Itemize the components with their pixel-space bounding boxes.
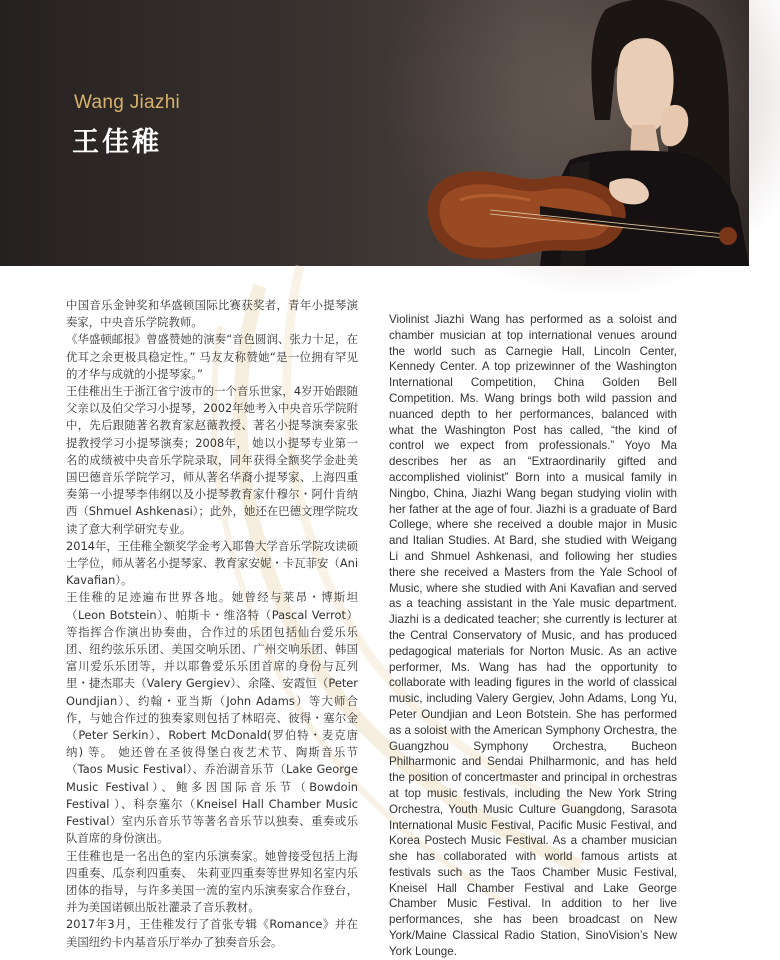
bio-english: Violinist Jiazhi Wang has performed as a soloist and chamber musician at top international venues around the world such as Carnegie Hall, Lincoln Center, Kennedy Center. A top prizewinner of the Washington International Competition, China Golden Bell Competition. Ms. Wang brings both wild passion and nuanced depth to her performances, balanced with what the Washington Post has called, “the kind of control we expect from professionals.” Yoyo Ma describes her as an “Extraordinarily gifted and accomplished violinist” Born into a musical family in Ningbo, China, Jiazhi Wang began studying violin with her father at the age of four. Jiazhi is a graduate of Bard College, where she received a double major in Music and Italian Studies. At Bard, she studied with Weigang Li and Shmuel Ashkenasi, and following her studies there she received a Masters from the Yale School of Music, where she studied with Ani Kavafian and served as a teaching assistant in the Yale music department. Jiazhi is a dedicated teacher; she currently is lecturer at the Central Conservatory of Music, and has produced pedagogical materials for Norton Music. As an active performer, Ms. Wang has had the opportunity to collaborate with leading figures in the world of classical music, including Valery Gergiev, John Adams, Long Yu, Peter Oundjian and Leon Botstein. She has performed as a soloist with the American Symphony Orchestra, the Guangzhou Symphony Orchestra, Bucheon Philharmonic and Sendai Philharmonic, and has held the position of concertmaster and principal in orchestras at top music festivals, including the New York String Orchestra, Youth Music Culture Guangdong, Sarasota International Music Festival, Pacific Music Festival, and Korea Postech Music Festival. As a chamber musician she has collaborated with world famous artists at festivals such as the Taos Chamber Music Festival, Kneisel Hall Chamber Festival and Lake George Chamber Music Festival. In addition to her live performances, she has been broadcast on New York/Maine Classical Radio Station, SinoVision’s New York Lounge. (389, 313, 677, 958)
bio-chinese (66, 297, 358, 951)
violinist-portrait (420, 0, 749, 266)
bio-cn-paragraph: 王佳稚的足迹遍布世界各地。她曾经与莱昂・博斯坦（Leon Botstein）、帕斯卡・维洛特（Pascal Verrot）等指挥合作演出协奏曲，合作过的乐团包括仙台爱乐乐团、纽约弦乐乐团、美国交响乐团、广州交响乐团、韩国富川爱乐乐团等，并以耶鲁爱乐乐团首席的身份与瓦列里・捷杰耶夫（Valery Gergiev）、余隆、安霞恒（Peter Oundjian）、约翰・亚当斯（John Adams）等大师合作，与她合作过的独奏家则包括了林昭亮、彼得・塞尔金（Peter Serkin）、Robert McDonald(罗伯特・麦克唐纳) 等。 她还曾在圣彼得堡白夜艺术节、陶斯音乐节（Taos Music Festival）、乔治湖音乐节（Lake George Music Festival）、鲍多因国际音乐节（Bowdoin Festival ）、科奈塞尔（Kneisel Hall Chamber Music Festival）室内乐音乐节等著名音乐节以独奏、重奏或乐队首席的身份演出。 (66, 590, 358, 846)
name-chinese: 王佳稚 (72, 127, 162, 158)
bio-cn-paragraph: 中国音乐金钟奖和华盛顿国际比赛获奖者，青年小提琴演奏家，中央音乐学院教师。 (66, 298, 358, 330)
header-banner (0, 0, 749, 266)
bio-cn-paragraph: 《华盛顿邮报》曾盛赞她的演奏“音色圆润、张力十足，在优耳之余更极具稳定性。” 马友友称赞她“是一位拥有罕见的才华与成就的小提琴家。” (66, 332, 358, 381)
bio-cn-paragraph: 2014年，王佳稚全额奖学金考入耶鲁大学音乐学院攻读硕士学位，师从著名小提琴家、教育家安妮・卡瓦菲安（Ani Kavafian）。 (66, 538, 358, 588)
name-english: Wang Jiazhi (74, 92, 181, 113)
bio-cn-paragraph: 2017年3月，王佳稚发行了首张专辑《Romance》并在美国纽约卡内基音乐厅举办了独奏音乐会。 (66, 917, 358, 949)
bio-cn-paragraph: 王佳稚也是一名出色的室内乐演奏家。她曾接受包括上海四重奏、瓜奈利四重奏、 朱莉亚四重奏等世界知名室内乐团体的指导，与许多美国一流的室内乐演奏家合作登台，并为美国诺顿出版社灌录了音乐教材。 (66, 848, 358, 915)
bio-cn-paragraph: 王佳稚出生于浙江省宁波市的一个音乐世家，4岁开始跟随父亲以及伯父学习小提琴，2002年她考入中央音乐学院附中，先后跟随著名教育家赵薇教授、著名小提琴演奏家张提教授学习小提琴演奏；2008年， 她以小提琴专业第一名的成绩被中央音乐学院录取，同年获得全额奖学金赴美国巴德音乐学院学习，师从著名华裔小提琴家、上海四重奏第一小提琴李伟纲以及小提琴教育家什穆尔・阿什肯纳西（Shmuel Ashkenasi）；此外，她还在巴德文理学院攻读了意大利学研究专业。 (66, 384, 359, 536)
